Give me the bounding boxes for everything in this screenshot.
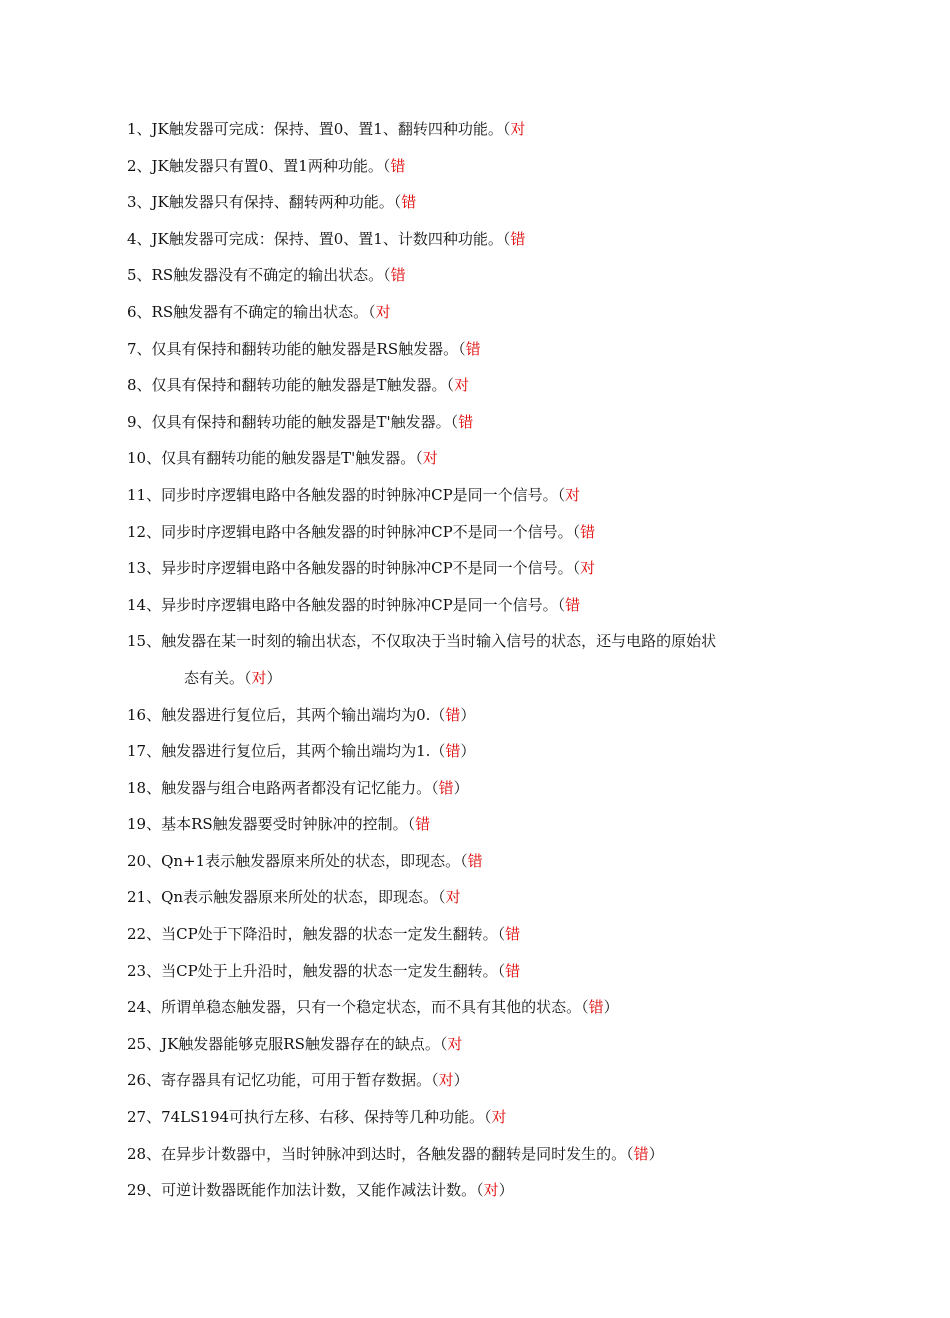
question-item	[127, 404, 827, 441]
question-text: 10、仅具有翻转功能的触发器是T'触发器。（	[127, 449, 423, 468]
question-item	[127, 697, 827, 734]
question-item	[127, 806, 827, 843]
answer-mark: 对	[580, 559, 596, 578]
answer-mark: 错	[467, 851, 483, 870]
answer-mark: 对	[510, 120, 526, 138]
question-text: 21、Qn表示触发器原来所处的状态，即现态。（	[127, 888, 446, 907]
question-item	[127, 148, 827, 185]
question-text: 2、JK触发器只有置0、置1两种功能。（	[127, 156, 391, 175]
question-text: 3、JK触发器只有保持、翻转两种功能。（	[127, 193, 402, 212]
question-item	[127, 916, 827, 953]
answer-mark: 错	[445, 742, 461, 761]
answer-mark: 错	[580, 522, 596, 541]
question-text: 25、JK触发器能够克服RS触发器存在的缺点。（	[127, 1034, 448, 1053]
question-text: 19、基本RS触发器要受时钟脉冲的控制。（	[127, 815, 416, 834]
closing-paren: ）	[648, 1144, 664, 1163]
answer-mark: 错	[510, 229, 526, 248]
question-item	[127, 843, 827, 880]
question-text: 13、异步时序逻辑电路中各触发器的时钟脉冲CP不是同一个信号。（	[127, 559, 581, 578]
question-item	[127, 879, 827, 916]
answer-mark: 对	[491, 1108, 507, 1127]
question-item	[127, 367, 827, 404]
question-text: 20、Qn+1表示触发器原来所处的状态，即现态。（	[127, 851, 468, 870]
answer-mark: 对	[454, 376, 470, 395]
question-text: 27、74LS194可执行左移、右移、保持等几种功能。（	[127, 1108, 492, 1127]
question-item	[127, 294, 827, 331]
question-item	[127, 1026, 827, 1063]
question-text: 26、寄存器具有记忆功能，可用于暂存数据。（	[127, 1071, 439, 1090]
question-text: 17、触发器进行复位后，其两个输出端均为1.（	[127, 742, 446, 761]
question-item	[127, 1136, 827, 1173]
question-text: 22、当CP处于下降沿时，触发器的状态一定发生翻转。（	[127, 925, 506, 944]
question-text: 6、RS触发器有不确定的输出状态。（	[127, 302, 376, 321]
question-item	[127, 331, 827, 368]
question-text: 12、同步时序逻辑电路中各触发器的时钟脉冲CP不是同一个信号。（	[127, 522, 581, 541]
answer-mark: 对	[445, 888, 461, 907]
question-item	[127, 440, 827, 477]
question-item	[127, 623, 827, 660]
question-item	[127, 989, 827, 1026]
question-item	[127, 1062, 827, 1099]
question-text: 23、当CP处于上升沿时，触发器的状态一定发生翻转。（	[127, 961, 506, 980]
question-text: 1、JK触发器可完成：保持、置0、置1、翻转四种功能。（	[127, 120, 511, 138]
question-text: 4、JK触发器可完成：保持、置0、置1、计数四种功能。（	[127, 229, 511, 248]
answer-mark: 错	[401, 193, 417, 212]
question-text: 7、仅具有保持和翻转功能的触发器是RS触发器。（	[127, 339, 466, 358]
question-text: 28、在异步计数器中，当时钟脉冲到达时，各触发器的翻转是同时发生的。（	[127, 1144, 634, 1163]
closing-paren: ）	[603, 998, 619, 1017]
answer-mark: 错	[465, 339, 481, 358]
answer-mark: 错	[438, 778, 454, 797]
question-item	[127, 587, 827, 624]
answer-mark: 对	[422, 449, 438, 468]
answer-mark: 错	[588, 998, 604, 1017]
question-item	[127, 257, 827, 294]
question-item	[127, 111, 827, 148]
answer-mark: 对	[251, 668, 267, 687]
answer-mark: 对	[375, 302, 391, 321]
question-text: 14、异步时序逻辑电路中各触发器的时钟脉冲CP是同一个信号。（	[127, 595, 566, 614]
question-item	[127, 550, 827, 587]
closing-paren: ）	[453, 1071, 469, 1090]
question-text: 29、可逆计数器既能作加法计数，又能作减法计数。（	[127, 1181, 484, 1200]
answer-mark: 对	[447, 1034, 463, 1053]
question-text: 9、仅具有保持和翻转功能的触发器是T'触发器。（	[127, 412, 459, 431]
question-item	[127, 184, 827, 221]
question-item	[127, 1099, 827, 1136]
answer-mark: 错	[505, 961, 521, 980]
answer-mark: 错	[390, 156, 406, 175]
question-text: 18、触发器与组合电路两者都没有记忆能力。（	[127, 778, 439, 797]
question-list	[127, 111, 827, 1209]
answer-mark: 错	[458, 412, 474, 431]
question-item	[127, 1172, 827, 1209]
question-text: 5、RS触发器没有不确定的输出状态。（	[127, 266, 391, 285]
question-item	[127, 514, 827, 551]
answer-mark: 错	[415, 815, 431, 834]
answer-mark: 错	[565, 595, 581, 614]
question-item	[127, 221, 827, 258]
answer-mark: 对	[483, 1181, 499, 1200]
answer-mark: 错	[390, 266, 406, 285]
question-continuation	[127, 660, 827, 697]
question-text: 15、触发器在某一时刻的输出状态，不仅取决于当时输入信号的状态，还与电路的原始状	[127, 632, 717, 651]
closing-paren: ）	[460, 742, 476, 761]
question-text: 24、所谓单稳态触发器，只有一个稳定状态，而不具有其他的状态。（	[127, 998, 589, 1017]
closing-paren: ）	[453, 778, 469, 797]
answer-mark: 错	[505, 925, 521, 944]
question-item	[127, 733, 827, 770]
question-item	[127, 953, 827, 990]
question-text: 11、同步时序逻辑电路中各触发器的时钟脉冲CP是同一个信号。（	[127, 485, 566, 504]
question-item	[127, 477, 827, 514]
closing-paren: ）	[460, 705, 476, 724]
question-continuation-text: 态有关。（	[184, 668, 252, 687]
closing-paren: ）	[266, 668, 282, 687]
question-text: 8、仅具有保持和翻转功能的触发器是T触发器。（	[127, 376, 455, 395]
question-text: 16、触发器进行复位后，其两个输出端均为0.（	[127, 705, 446, 724]
answer-mark: 对	[438, 1071, 454, 1090]
answer-mark: 错	[633, 1144, 649, 1163]
answer-mark: 对	[565, 485, 581, 504]
question-item	[127, 770, 827, 807]
answer-mark: 错	[445, 705, 461, 724]
closing-paren: ）	[498, 1181, 514, 1200]
